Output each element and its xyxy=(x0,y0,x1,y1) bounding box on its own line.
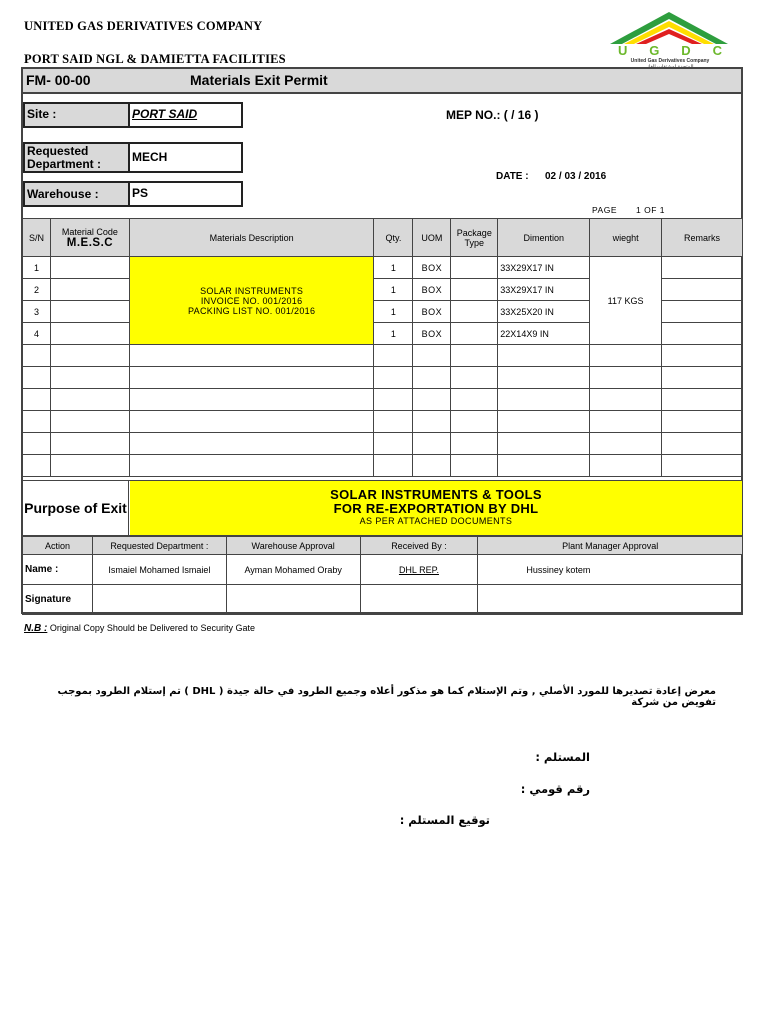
logo-letter: G xyxy=(649,43,660,58)
nb-label: N.B : xyxy=(24,623,48,634)
empty-row xyxy=(23,455,743,477)
row-qty: 1 xyxy=(374,257,413,279)
description-line: PACKING LIST NO. 001/2016 xyxy=(188,305,316,316)
site-label: Site : xyxy=(23,102,130,128)
purpose-text xyxy=(130,481,742,535)
logo-letter: U xyxy=(618,43,628,58)
approver-name: Hussiney kotem xyxy=(478,555,743,585)
col-qty: Qty. xyxy=(374,219,413,257)
row-sn: 2 xyxy=(23,279,51,301)
approval-col-warehouse: Warehouse Approval xyxy=(226,537,360,555)
warehouse-field[interactable]: PS xyxy=(128,181,243,207)
row-dimension: 33X25X20 IN xyxy=(498,301,590,323)
page-number: 1 OF 1 xyxy=(636,205,665,215)
approver-name: DHL REP. xyxy=(360,555,478,585)
approval-col-action: Action xyxy=(23,537,93,555)
form-code: FM- 00-00 xyxy=(26,72,91,88)
purpose-line: FOR RE-EXPORTATION BY DHL xyxy=(333,501,539,516)
purpose-note: AS PER ATTACHED DOCUMENTS xyxy=(359,516,513,526)
row-uom: BOX xyxy=(413,257,451,279)
approvals-signature-row xyxy=(23,585,743,615)
row-package[interactable] xyxy=(451,279,498,301)
col-material-code xyxy=(50,219,129,257)
purpose-line: SOLAR INSTRUMENTS & TOOLS xyxy=(330,487,542,502)
row-remarks[interactable] xyxy=(662,301,743,323)
department-label: Requested Department : xyxy=(23,142,130,173)
company-name: UNITED GAS DERIVATIVES COMPANY xyxy=(24,19,263,33)
form-title-bar xyxy=(21,67,743,94)
logo-letter: D xyxy=(681,43,691,58)
receiver-label: المستلم : xyxy=(535,750,590,764)
logo-letter: C xyxy=(712,43,722,58)
row-remarks[interactable] xyxy=(662,257,743,279)
col-mesc-label: M.E.S.C xyxy=(66,236,114,249)
form-title: Materials Exit Permit xyxy=(190,72,328,88)
row-code[interactable] xyxy=(50,301,129,323)
facilities-name: PORT SAID NGL & DAMIETTA FACILITIES xyxy=(24,52,286,66)
warehouse-label: Warehouse : xyxy=(23,181,130,207)
row-dimension: 22X14X9 IN xyxy=(498,323,590,345)
col-weight: wieght xyxy=(590,219,662,257)
receiver-signature-label: توقيع المستلم : xyxy=(399,813,490,827)
materials-table xyxy=(22,218,743,477)
row-package[interactable] xyxy=(451,323,498,345)
signature-field[interactable] xyxy=(92,585,226,615)
row-remarks[interactable] xyxy=(662,279,743,301)
table-header-row xyxy=(23,219,743,257)
signature-field[interactable] xyxy=(478,585,743,615)
page-label: PAGE xyxy=(592,205,617,215)
row-qty: 1 xyxy=(374,279,413,301)
row-code[interactable] xyxy=(50,323,129,345)
nb-note xyxy=(24,623,255,634)
date-label: DATE : xyxy=(496,171,529,182)
empty-row xyxy=(23,411,743,433)
approver-name: Ayman Mohamed Oraby xyxy=(226,555,360,585)
description-line: SOLAR INSTRUMENTS xyxy=(200,285,304,296)
signature-row-label: Signature xyxy=(23,585,93,615)
approvals-header-row xyxy=(23,537,743,555)
ugdc-logo xyxy=(596,10,742,72)
row-sn: 4 xyxy=(23,323,51,345)
roof-logo-icon xyxy=(596,10,742,46)
col-sn: S/N xyxy=(23,219,51,257)
row-qty: 1 xyxy=(374,301,413,323)
signature-field[interactable] xyxy=(226,585,360,615)
row-uom: BOX xyxy=(413,279,451,301)
purpose-label: Purpose of Exit xyxy=(23,481,129,535)
mep-number: MEP NO.: ( / 16 ) xyxy=(446,108,539,122)
name-row-label: Name : xyxy=(23,555,93,585)
row-code[interactable] xyxy=(50,279,129,301)
col-dimension: Dimention xyxy=(498,219,590,257)
signature-field[interactable] xyxy=(360,585,478,615)
department-field[interactable]: MECH xyxy=(128,142,243,173)
row-sn: 1 xyxy=(23,257,51,279)
approval-col-received: Received By : xyxy=(360,537,478,555)
empty-row xyxy=(23,389,743,411)
approval-col-department: Requested Department : xyxy=(92,537,226,555)
total-weight: 117 KGS xyxy=(590,257,662,345)
col-description: Materials Description xyxy=(129,219,374,257)
col-material-code-label: Material Code xyxy=(61,226,118,237)
table-row xyxy=(23,257,743,279)
row-uom: BOX xyxy=(413,301,451,323)
logo-subtitle: United Gas Derivatives Company xyxy=(630,58,710,64)
row-package[interactable] xyxy=(451,301,498,323)
col-remarks: Remarks xyxy=(662,219,743,257)
empty-row xyxy=(23,433,743,455)
row-dimension: 33X29X17 IN xyxy=(498,279,590,301)
row-dimension: 33X29X17 IN xyxy=(498,257,590,279)
row-code[interactable] xyxy=(50,257,129,279)
arabic-statement: معرض إعادة تصديرها للمورد الأصلي , وتم الإستلام كما هو مذكور أعلاه وجميع الطرود في حالة جيدة ( DHL ) تم إستلام الطرود بموجب تفويض من شركة xyxy=(57,686,716,708)
national-id-label: رقم قومي : xyxy=(520,782,590,796)
nb-text: Original Copy Should be Delivered to Security Gate xyxy=(49,623,255,633)
row-uom: BOX xyxy=(413,323,451,345)
row-sn: 3 xyxy=(23,301,51,323)
approver-name: Ismaiel Mohamed Ismaiel xyxy=(92,555,226,585)
empty-row xyxy=(23,367,743,389)
approvals-name-row xyxy=(23,555,743,585)
empty-row xyxy=(23,345,743,367)
materials-description xyxy=(129,257,374,345)
description-line: INVOICE NO. 001/2016 xyxy=(200,295,303,306)
date-value: 02 / 03 / 2016 xyxy=(545,171,607,182)
row-qty: 1 xyxy=(374,323,413,345)
approvals-table xyxy=(22,536,743,615)
col-package-type: Package Type xyxy=(451,219,498,257)
approval-col-plant-manager: Plant Manager Approval xyxy=(478,537,743,555)
row-package[interactable] xyxy=(451,257,498,279)
site-field[interactable]: PORT SAID xyxy=(128,102,243,128)
row-remarks[interactable] xyxy=(662,323,743,345)
col-uom: UOM xyxy=(413,219,451,257)
